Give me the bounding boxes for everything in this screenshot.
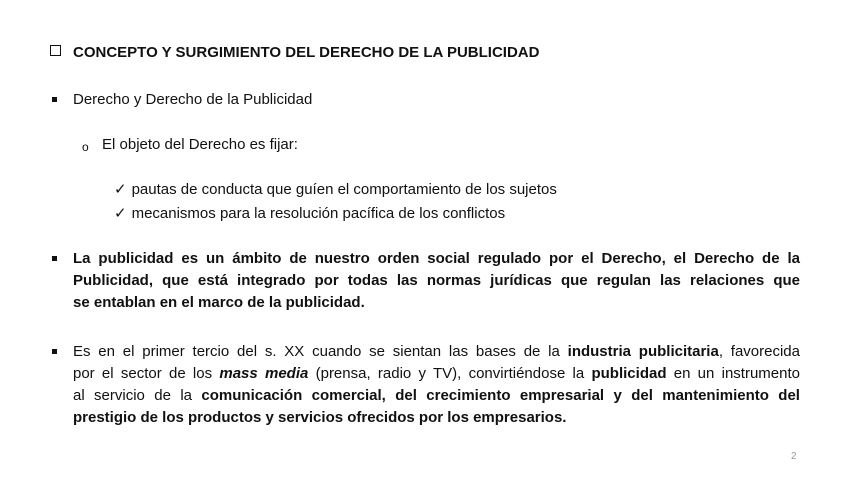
- page-number: 2: [791, 451, 797, 462]
- check-item: [114, 203, 505, 225]
- square-bullet-icon: [52, 256, 57, 261]
- text-run-bold: industria publicitaria: [567, 343, 719, 360]
- title-text: CONCEPTO Y SURGIMIENTO DEL DERECHO DE LA PUBLICIDAD: [73, 44, 540, 61]
- text-run: al servicio de la: [73, 387, 202, 404]
- sub-bullet-objeto: El objeto del Derecho es fijar:: [102, 136, 298, 153]
- paragraph-line: [73, 341, 800, 363]
- bullet-derecho: Derecho y Derecho de la Publicidad: [73, 91, 313, 108]
- text-run-bold: publicidad: [591, 365, 667, 382]
- text-run: , favorecida: [718, 343, 800, 360]
- check-text: mecanismos para la resolución pacífica de los conflictos: [131, 205, 506, 222]
- check-text: pautas de conducta que guíen el comportamiento de los sujetos: [131, 181, 557, 198]
- text-run: en un instrumento: [666, 365, 800, 382]
- square-bullet-icon: [52, 97, 57, 102]
- text-run-bold: comunicación comercial, del crecimiento empresarial y del mantenimiento del: [201, 387, 800, 404]
- text-run: (prensa, radio y TV), convirtiéndose la: [308, 365, 592, 382]
- paragraph-line: [73, 385, 800, 407]
- square-bullet-icon: [52, 349, 57, 354]
- paragraph-historia: [73, 341, 800, 429]
- paragraph-publicidad: [73, 248, 800, 314]
- hollow-square-icon: [50, 45, 61, 56]
- slide-title: [50, 44, 539, 61]
- text-run-bold: prestigio de los productos y servicios ofrecidos por los empresarios.: [73, 409, 567, 426]
- checkmark-icon: ✓: [114, 205, 127, 222]
- paragraph-line: [73, 407, 800, 429]
- paragraph-line: La publicidad es un ámbito de nuestro orden social regulado por el Derecho, el Derecho de la: [73, 250, 800, 267]
- text-run: Es en el primer tercio del s. XX cuando se sientan las bases de la: [73, 343, 568, 360]
- text-run-bold-italic: mass media: [219, 365, 309, 382]
- paragraph-line: Publicidad, que está integrado por todas las normas jurídicas que regulan las relaciones que: [73, 272, 800, 289]
- paragraph-line: se entablan en el marco de la publicidad.: [73, 294, 365, 311]
- check-item: [114, 179, 557, 201]
- paragraph-line: [73, 363, 800, 385]
- text-run: por el sector de los: [73, 365, 220, 382]
- checkmark-icon: ✓: [114, 181, 127, 198]
- circle-bullet-icon: o: [82, 140, 89, 154]
